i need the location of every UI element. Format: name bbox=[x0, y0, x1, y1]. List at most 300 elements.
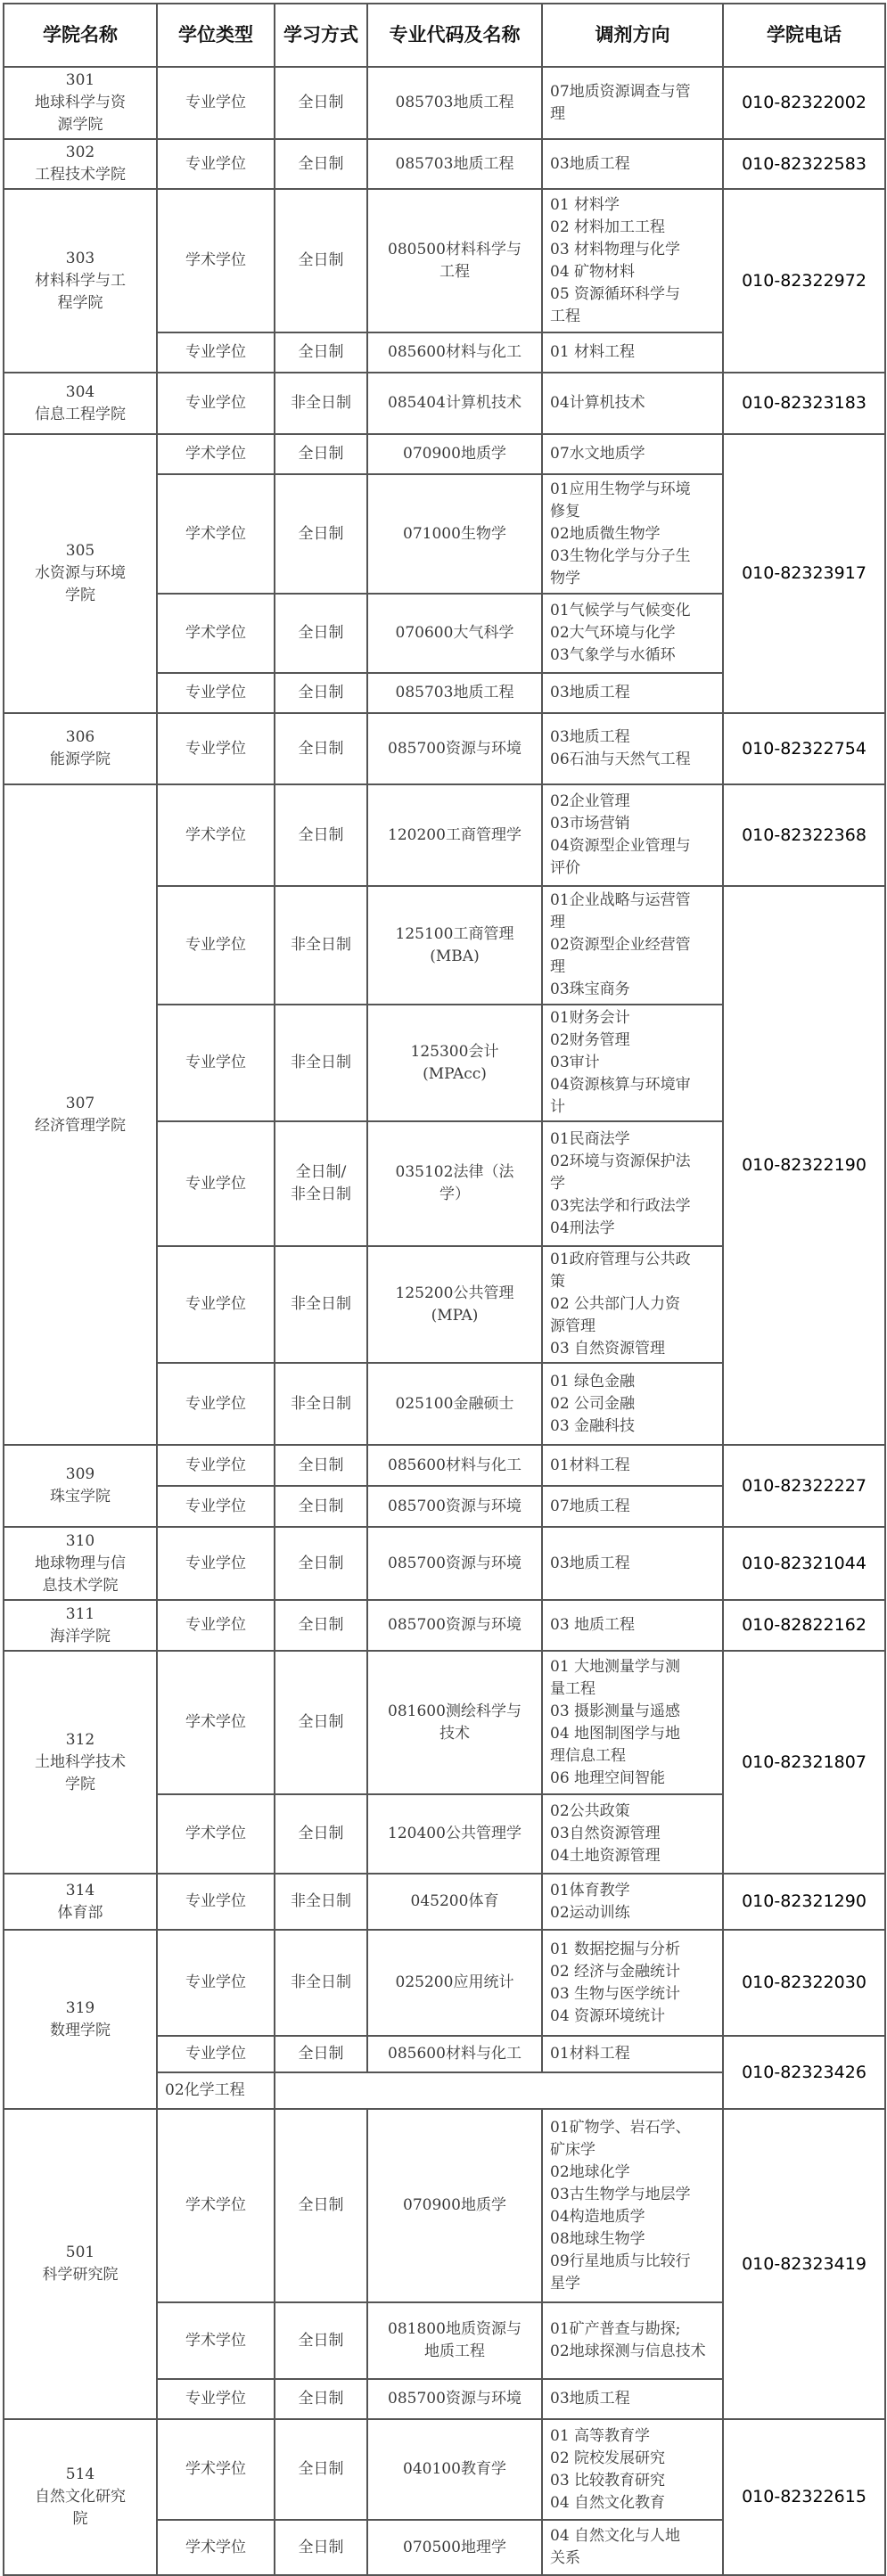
col-header-study-mode: 学习方式 bbox=[275, 4, 367, 67]
study-mode-cell bbox=[275, 1930, 367, 2036]
major-cell-line: 125200公共管理 bbox=[395, 1284, 514, 1302]
direction-cell bbox=[542, 594, 723, 673]
direction-cell-line: 物学 bbox=[550, 569, 580, 587]
major-cell bbox=[367, 2302, 542, 2379]
direction-cell bbox=[542, 1794, 723, 1874]
study-mode-cell bbox=[275, 673, 367, 713]
major-cell bbox=[367, 1445, 542, 1486]
college-cell-line: 319 bbox=[65, 1998, 95, 2017]
study-mode-cell-line: 非全日制 bbox=[291, 1295, 351, 1313]
direction-cell-line: 03 生物与医学统计 bbox=[550, 1984, 681, 2003]
major-cell bbox=[367, 1363, 542, 1445]
study-mode-cell-line: 全日制 bbox=[298, 1825, 344, 1842]
direction-cell bbox=[542, 1651, 723, 1794]
major-cell bbox=[367, 1930, 542, 2036]
major-cell bbox=[367, 713, 542, 784]
direction-cell-line: 关系 bbox=[550, 2549, 580, 2567]
major-cell-line: 085703地质工程 bbox=[395, 684, 514, 701]
study-mode-cell bbox=[275, 2109, 367, 2302]
major-cell bbox=[367, 1246, 542, 1363]
study-mode-cell bbox=[275, 332, 367, 373]
major-cell-line: 025100金融硕士 bbox=[395, 1394, 514, 1413]
major-cell-line: 071000生物学 bbox=[403, 524, 506, 543]
direction-cell-line: 03地质工程 bbox=[550, 728, 630, 746]
degree-type-cell: 学术学位 bbox=[157, 2109, 275, 2302]
college-cell-line: 地球物理与信 bbox=[35, 1554, 126, 1572]
direction-cell-line: 04 自然文化教育 bbox=[550, 2493, 666, 2512]
direction-cell-line: 01应用生物学与环境 bbox=[550, 480, 691, 498]
table-row bbox=[4, 373, 885, 434]
major-cell-line: 085700资源与环境 bbox=[388, 1497, 522, 1515]
study-mode-cell-line: 非全日制 bbox=[291, 1892, 351, 1910]
college-cell-line: 303 bbox=[65, 249, 95, 267]
col-header-college: 学院名称 bbox=[4, 4, 157, 67]
direction-cell-line: 修复 bbox=[550, 502, 580, 521]
study-mode-cell bbox=[275, 139, 367, 189]
major-cell-line: 070900地质学 bbox=[403, 445, 506, 463]
direction-cell bbox=[542, 2302, 723, 2379]
major-cell-line: 085404计算机技术 bbox=[388, 394, 522, 412]
degree-type-cell: 专业学位 bbox=[157, 373, 275, 434]
college-cell bbox=[4, 2419, 157, 2575]
direction-cell-line: 04刑法学 bbox=[550, 1218, 615, 1237]
phone-cell: 010-82322227 bbox=[723, 1445, 885, 1527]
direction-cell-line: 03地质工程 bbox=[550, 1554, 630, 1572]
direction-cell-line: 04 资源环境统计 bbox=[550, 2006, 666, 2025]
direction-cell bbox=[542, 2520, 723, 2575]
college-cell bbox=[4, 1874, 157, 1930]
direction-cell-line: 01气候学与气候变化 bbox=[550, 602, 691, 619]
direction-cell-line: 09行星地质与比较行 bbox=[550, 2252, 691, 2270]
direction-cell-line: 04资源核算与环境审 bbox=[550, 1076, 691, 1094]
table-row bbox=[4, 139, 885, 189]
phone-cell: 010-82822162 bbox=[723, 1600, 885, 1651]
major-cell bbox=[367, 784, 542, 886]
major-cell-line: (MPA) bbox=[431, 1306, 479, 1325]
college-cell bbox=[4, 784, 157, 1445]
direction-cell-line: 03 自然资源管理 bbox=[550, 1340, 666, 1358]
table-row bbox=[4, 1527, 885, 1600]
college-cell-line: 自然文化研究 bbox=[35, 2488, 126, 2506]
direction-cell bbox=[542, 1930, 723, 2036]
header-row bbox=[4, 4, 885, 67]
table-row bbox=[4, 1651, 885, 1794]
direction-cell-line: 01体育教学 bbox=[550, 1881, 630, 1899]
direction-cell-line: 07地质资源调查与管 bbox=[550, 82, 691, 101]
major-cell bbox=[367, 189, 542, 332]
direction-cell bbox=[542, 2419, 723, 2520]
college-cell-line: 学院 bbox=[65, 1775, 95, 1793]
study-mode-cell-line: 全日制 bbox=[298, 2331, 344, 2350]
col-header-direction: 调剂方向 bbox=[542, 4, 723, 67]
college-cell bbox=[4, 1445, 157, 1527]
table-row bbox=[4, 2419, 885, 2520]
degree-type-cell: 专业学位 bbox=[157, 1600, 275, 1651]
phone-cell: 010-82322368 bbox=[723, 784, 885, 886]
direction-cell-line: 03地质工程 bbox=[550, 154, 630, 173]
college-cell-line: 水资源与环境 bbox=[35, 564, 126, 582]
major-cell bbox=[367, 373, 542, 434]
study-mode-cell bbox=[275, 2302, 367, 2379]
direction-cell-line: 03 金融科技 bbox=[550, 1416, 636, 1435]
degree-type-cell: 学术学位 bbox=[157, 594, 275, 673]
table-row bbox=[4, 1874, 885, 1930]
study-mode-cell bbox=[275, 886, 367, 1005]
phone-cell: 010-82323419 bbox=[723, 2109, 885, 2419]
major-cell-line: 085700资源与环境 bbox=[388, 1554, 522, 1572]
direction-cell-line: 02 经济与金融统计 bbox=[550, 1962, 681, 1981]
direction-cell bbox=[542, 1246, 723, 1363]
study-mode-cell-line: 全日制 bbox=[298, 2390, 344, 2408]
direction-cell-line: 03古生物学与地层学 bbox=[550, 2185, 691, 2203]
college-cell bbox=[4, 373, 157, 434]
college-cell-line: 309 bbox=[65, 1465, 95, 1483]
direction-cell-line: 08地球生物学 bbox=[550, 2229, 645, 2248]
direction-cell bbox=[542, 2036, 723, 2072]
major-cell bbox=[367, 673, 542, 713]
degree-type-cell: 专业学位 bbox=[157, 1005, 275, 1121]
degree-type-cell: 专业学位 bbox=[157, 1527, 275, 1600]
direction-cell bbox=[542, 673, 723, 713]
direction-cell-line: 02地质微生物学 bbox=[550, 524, 661, 543]
direction-cell-line: 矿床学 bbox=[550, 2140, 595, 2159]
degree-type-cell: 学术学位 bbox=[157, 2520, 275, 2575]
col-header-degree-type: 学位类型 bbox=[157, 4, 275, 67]
college-cell-line: 311 bbox=[65, 1604, 95, 1623]
study-mode-cell bbox=[275, 713, 367, 784]
table-row bbox=[4, 2109, 885, 2302]
college-cell bbox=[4, 1651, 157, 1874]
study-mode-cell bbox=[275, 594, 367, 673]
direction-cell-line: 01 大地测量学与测 bbox=[550, 1657, 681, 1676]
college-cell-line: 信息工程学院 bbox=[35, 405, 126, 423]
study-mode-cell-line: 全日制 bbox=[298, 2196, 344, 2214]
college-cell-line: 体育部 bbox=[57, 1903, 103, 1922]
direction-cell bbox=[542, 2379, 723, 2419]
college-cell-line: 土地科学技术 bbox=[35, 1752, 126, 1771]
study-mode-cell bbox=[275, 1486, 367, 1527]
major-cell-line: 080500材料科学与 bbox=[388, 240, 522, 258]
direction-cell bbox=[542, 713, 723, 784]
direction-cell-line: 03宪法学和行政法学 bbox=[550, 1196, 691, 1215]
degree-type-cell: 专业学位 bbox=[157, 2036, 275, 2072]
direction-cell-line: 01政府管理与公共政 bbox=[550, 1251, 691, 1268]
degree-type-cell: 专业学位 bbox=[157, 1486, 275, 1527]
direction-cell bbox=[542, 189, 723, 332]
degree-type-cell: 学术学位 bbox=[157, 1651, 275, 1794]
direction-cell bbox=[157, 2072, 275, 2109]
study-mode-cell bbox=[275, 1363, 367, 1445]
direction-cell-line: 01 高等教育学 bbox=[550, 2426, 651, 2445]
degree-type-cell: 专业学位 bbox=[157, 1445, 275, 1486]
college-cell-line: 312 bbox=[65, 1730, 95, 1749]
phone-cell: 010-82322030 bbox=[723, 1930, 885, 2036]
direction-cell-line: 04 地图制图学与地 bbox=[550, 1724, 681, 1743]
college-cell-line: 307 bbox=[65, 1094, 95, 1112]
table-row bbox=[4, 434, 885, 474]
college-cell-line: 301 bbox=[65, 71, 95, 89]
major-cell-line: 地质工程 bbox=[424, 2342, 485, 2360]
phone-cell: 010-82323183 bbox=[723, 373, 885, 434]
direction-cell-line: 理 bbox=[550, 104, 565, 123]
phone-cell: 010-82323917 bbox=[723, 434, 885, 713]
direction-cell-line: 02资源型企业经营管 bbox=[550, 936, 691, 954]
major-cell bbox=[367, 1794, 542, 1874]
college-cell bbox=[4, 1930, 157, 2109]
direction-cell-line: 01材料工程 bbox=[550, 2045, 630, 2063]
degree-type-cell: 学术学位 bbox=[157, 784, 275, 886]
major-cell bbox=[367, 67, 542, 139]
table-row bbox=[4, 1930, 885, 2036]
direction-cell-line: 02企业管理 bbox=[550, 792, 630, 810]
major-cell-line: 070600大气科学 bbox=[395, 624, 514, 642]
phone-cell: 010-82322002 bbox=[723, 67, 885, 139]
direction-cell-line: 02化学工程 bbox=[165, 2081, 245, 2099]
major-cell-line: 技术 bbox=[439, 1724, 470, 1743]
direction-cell bbox=[542, 1445, 723, 1486]
direction-cell-line: 01 数据挖掘与分析 bbox=[550, 1940, 681, 1958]
direction-cell-line: 01 材料学 bbox=[550, 195, 620, 214]
direction-cell-line: 理 bbox=[550, 958, 565, 976]
major-cell bbox=[367, 1874, 542, 1930]
direction-cell-line: 07水文地质学 bbox=[550, 445, 645, 463]
direction-cell-line: 理 bbox=[550, 914, 565, 931]
study-mode-cell bbox=[275, 784, 367, 886]
study-mode-cell-line: 全日制 bbox=[298, 94, 344, 111]
major-cell-line: 125100工商管理 bbox=[395, 924, 514, 943]
study-mode-cell-line: 全日制 bbox=[298, 445, 344, 463]
degree-type-cell: 专业学位 bbox=[157, 67, 275, 139]
major-cell-line: 120400公共管理学 bbox=[388, 1825, 522, 1842]
direction-cell-line: 06石油与天然气工程 bbox=[550, 751, 691, 768]
direction-cell-line: 01材料工程 bbox=[550, 1456, 630, 1474]
degree-type-cell: 学术学位 bbox=[157, 474, 275, 594]
college-cell-line: 海洋学院 bbox=[50, 1627, 111, 1645]
major-cell-line: (MPAcc) bbox=[423, 1064, 487, 1083]
college-cell-line: 501 bbox=[65, 2244, 95, 2261]
table-row bbox=[4, 1445, 885, 1486]
college-cell bbox=[4, 713, 157, 784]
major-cell-line: (MBA) bbox=[430, 947, 480, 965]
major-cell-line: 120200工商管理学 bbox=[388, 825, 522, 844]
degree-type-cell: 专业学位 bbox=[157, 1121, 275, 1246]
direction-cell-line: 01 材料工程 bbox=[550, 343, 636, 361]
degree-type-cell: 专业学位 bbox=[157, 713, 275, 784]
phone-cell: 010-82321044 bbox=[723, 1527, 885, 1600]
study-mode-cell bbox=[275, 1527, 367, 1600]
major-cell-line: 045200体育 bbox=[410, 1892, 499, 1910]
direction-cell-line: 01 绿色金融 bbox=[550, 1372, 636, 1391]
study-mode-cell-line: 全日制 bbox=[298, 2538, 344, 2556]
degree-type-cell: 学术学位 bbox=[157, 189, 275, 332]
col-header-phone: 学院电话 bbox=[723, 4, 885, 67]
table-row bbox=[4, 1600, 885, 1651]
major-cell-line: 工程 bbox=[439, 262, 470, 281]
study-mode-cell-line: 非全日制 bbox=[291, 1394, 351, 1413]
direction-cell-line: 02 院校发展研究 bbox=[550, 2449, 666, 2467]
degree-type-cell: 学术学位 bbox=[157, 434, 275, 474]
college-cell-line: 306 bbox=[65, 728, 95, 746]
study-mode-cell-line: 全日制 bbox=[298, 251, 344, 269]
direction-cell-line: 04构造地质学 bbox=[550, 2207, 645, 2226]
direction-cell-line: 04 矿物材料 bbox=[550, 262, 636, 281]
direction-cell-line: 04资源型企业管理与 bbox=[550, 837, 691, 855]
study-mode-cell-line: 全日制 bbox=[298, 825, 344, 844]
direction-cell-line: 星学 bbox=[550, 2274, 580, 2293]
major-cell bbox=[367, 2520, 542, 2575]
major-cell-line: 085600材料与化工 bbox=[388, 2045, 522, 2063]
phone-cell: 010-82322583 bbox=[723, 139, 885, 189]
study-mode-cell-line: 全日制 bbox=[298, 154, 344, 173]
direction-cell bbox=[542, 474, 723, 594]
direction-cell bbox=[542, 784, 723, 886]
study-mode-cell-line: 全日制 bbox=[298, 2045, 344, 2063]
college-cell-line: 工程技术学院 bbox=[35, 166, 126, 184]
college-cell-line: 310 bbox=[65, 1531, 95, 1550]
college-cell-line: 能源学院 bbox=[50, 751, 111, 768]
college-cell-line: 科学研究院 bbox=[42, 2266, 119, 2284]
study-mode-cell-line: 全日制 bbox=[298, 1554, 344, 1572]
direction-cell-line: 02运动训练 bbox=[550, 1903, 630, 1922]
college-cell bbox=[4, 189, 157, 373]
college-cell bbox=[4, 1527, 157, 1600]
direction-cell-line: 03地质工程 bbox=[550, 2390, 630, 2408]
study-mode-cell bbox=[275, 2036, 367, 2072]
college-cell bbox=[4, 139, 157, 189]
direction-cell bbox=[542, 1874, 723, 1930]
college-cell-line: 经济管理学院 bbox=[35, 1116, 126, 1135]
table-row bbox=[4, 189, 885, 332]
major-cell-line: 085600材料与化工 bbox=[388, 343, 522, 361]
study-mode-cell bbox=[275, 1445, 367, 1486]
major-cell-line: 035102法律（法 bbox=[395, 1163, 514, 1181]
study-mode-cell bbox=[275, 373, 367, 434]
col-header-major: 专业代码及名称 bbox=[367, 4, 542, 67]
direction-cell-line: 01矿物学、岩石学、 bbox=[550, 2118, 691, 2137]
college-cell-line: 514 bbox=[65, 2465, 95, 2483]
college-cell-line: 数理学院 bbox=[50, 2021, 111, 2039]
direction-cell bbox=[542, 1005, 723, 1121]
study-mode-cell bbox=[275, 474, 367, 594]
degree-type-cell: 专业学位 bbox=[157, 1874, 275, 1930]
college-cell-line: 院 bbox=[72, 2510, 88, 2528]
college-cell-line: 源学院 bbox=[57, 116, 103, 134]
direction-cell bbox=[542, 1600, 723, 1651]
major-cell-line: 070900地质学 bbox=[403, 2196, 506, 2214]
degree-type-cell: 学术学位 bbox=[157, 1794, 275, 1874]
degree-type-cell: 专业学位 bbox=[157, 2379, 275, 2419]
study-mode-cell-line: 全日制 bbox=[298, 524, 344, 543]
major-cell bbox=[367, 139, 542, 189]
study-mode-cell-line: 非全日制 bbox=[291, 394, 351, 412]
direction-cell-line: 03市场营销 bbox=[550, 815, 630, 833]
direction-cell-line: 评价 bbox=[550, 859, 580, 877]
direction-cell bbox=[542, 332, 723, 373]
direction-cell-line: 计 bbox=[550, 1098, 565, 1116]
major-cell-line: 040100教育学 bbox=[403, 2460, 506, 2478]
study-mode-cell-line: 全日制 bbox=[298, 684, 344, 701]
study-mode-cell-line: 非全日制 bbox=[291, 1973, 351, 1991]
major-cell bbox=[367, 2419, 542, 2520]
degree-type-cell: 专业学位 bbox=[157, 332, 275, 373]
direction-cell-line: 05 资源循环科学与 bbox=[550, 284, 681, 303]
study-mode-cell bbox=[275, 2520, 367, 2575]
direction-cell bbox=[542, 886, 723, 1005]
major-cell bbox=[367, 474, 542, 594]
major-cell-line: 025200应用统计 bbox=[395, 1973, 514, 1991]
college-cell bbox=[4, 1600, 157, 1651]
college-cell-line: 程学院 bbox=[57, 293, 103, 312]
study-mode-cell-line: 全日制 bbox=[298, 2460, 344, 2478]
major-cell bbox=[367, 594, 542, 673]
transfer-directions-table bbox=[3, 3, 886, 2576]
direction-cell-line: 03 比较教育研究 bbox=[550, 2471, 666, 2490]
study-mode-cell-line: 全日制 bbox=[298, 343, 344, 361]
study-mode-cell-line: 非全日制 bbox=[291, 1185, 351, 1203]
direction-cell-line: 02 材料加工工程 bbox=[550, 217, 666, 236]
phone-cell: 010-82321807 bbox=[723, 1651, 885, 1874]
study-mode-cell bbox=[275, 1600, 367, 1651]
major-cell-line: 085700资源与环境 bbox=[388, 1616, 522, 1634]
study-mode-cell-line: 全日制 bbox=[298, 624, 344, 642]
direction-cell-line: 02财务管理 bbox=[550, 1031, 630, 1049]
direction-cell-line: 01矿产普查与勘探; bbox=[550, 2320, 681, 2338]
major-cell bbox=[367, 1005, 542, 1121]
college-cell-line: 珠宝学院 bbox=[50, 1488, 111, 1505]
direction-cell-line: 04计算机技术 bbox=[550, 394, 645, 412]
major-cell bbox=[367, 332, 542, 373]
major-cell-line: 085700资源与环境 bbox=[388, 2390, 522, 2408]
direction-cell-line: 03审计 bbox=[550, 1054, 600, 1071]
degree-type-cell: 专业学位 bbox=[157, 886, 275, 1005]
phone-cell: 010-82323426 bbox=[723, 2036, 885, 2109]
direction-cell-line: 工程 bbox=[550, 307, 580, 325]
study-mode-cell bbox=[275, 2379, 367, 2419]
college-cell-line: 材料科学与工 bbox=[35, 271, 126, 290]
major-cell bbox=[367, 434, 542, 474]
study-mode-cell bbox=[275, 434, 367, 474]
study-mode-cell bbox=[275, 1794, 367, 1874]
major-cell-line: 070500地理学 bbox=[403, 2538, 506, 2556]
phone-cell: 010-82322754 bbox=[723, 713, 885, 784]
direction-cell bbox=[542, 373, 723, 434]
major-cell-line: 125300会计 bbox=[410, 1042, 499, 1061]
direction-cell-line: 02公共政策 bbox=[550, 1802, 630, 1820]
phone-cell: 010-82322615 bbox=[723, 2419, 885, 2575]
direction-cell-line: 02地球化学 bbox=[550, 2162, 630, 2181]
major-cell bbox=[367, 886, 542, 1005]
study-mode-cell-line: 全日制/ bbox=[295, 1163, 347, 1181]
direction-cell-line: 策 bbox=[550, 1273, 565, 1291]
direction-cell bbox=[542, 1527, 723, 1600]
study-mode-cell-line: 非全日制 bbox=[291, 936, 351, 954]
major-cell-line: 085600材料与化工 bbox=[388, 1456, 522, 1474]
study-mode-cell bbox=[275, 1246, 367, 1363]
degree-type-cell: 专业学位 bbox=[157, 1930, 275, 2036]
college-cell bbox=[4, 434, 157, 713]
major-cell-line: 学） bbox=[439, 1185, 470, 1203]
major-cell bbox=[367, 2379, 542, 2419]
study-mode-cell-line: 全日制 bbox=[298, 1616, 344, 1634]
direction-cell-line: 03 地质工程 bbox=[550, 1616, 636, 1634]
table-row bbox=[4, 713, 885, 784]
direction-cell-line: 01民商法学 bbox=[550, 1129, 630, 1148]
phone-cell: 010-82322190 bbox=[723, 886, 885, 1445]
college-cell bbox=[4, 67, 157, 139]
college-cell-line: 学院 bbox=[65, 587, 95, 604]
direction-cell-line: 02地球探测与信息技术 bbox=[550, 2342, 706, 2360]
degree-type-cell: 专业学位 bbox=[157, 139, 275, 189]
